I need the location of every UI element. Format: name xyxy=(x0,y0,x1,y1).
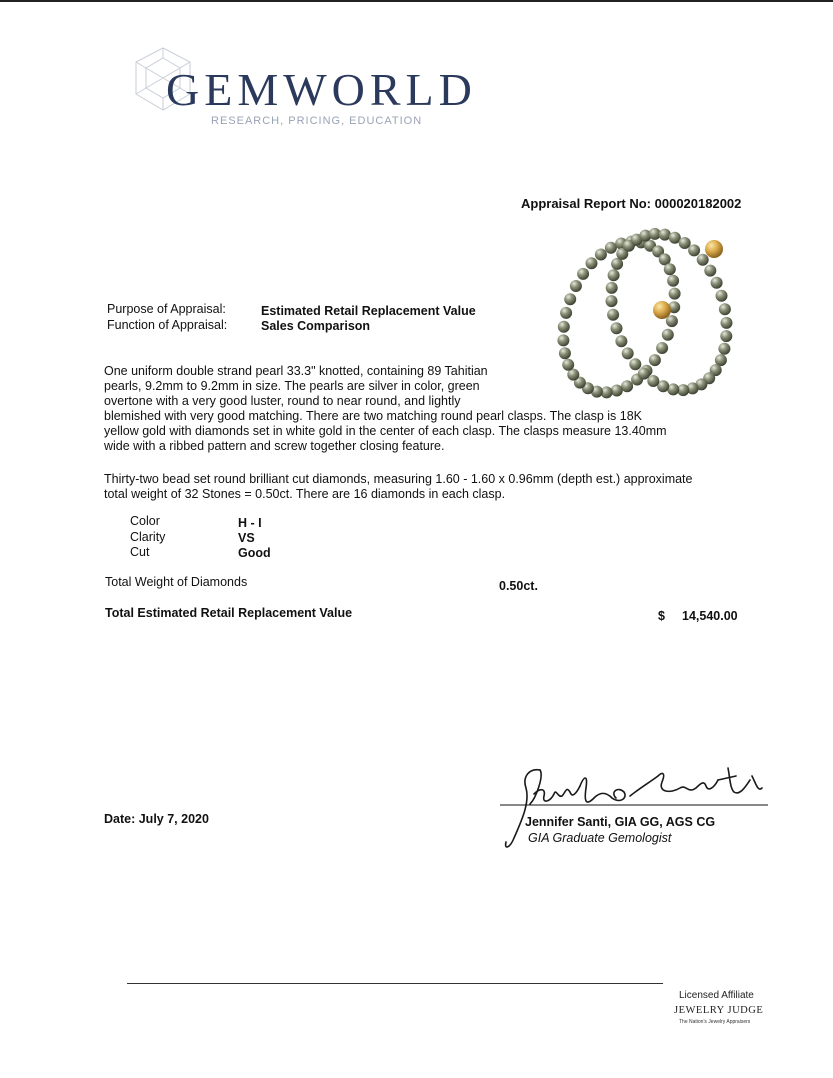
pearl-bead xyxy=(679,237,691,249)
brand-tagline: RESEARCH, PRICING, EDUCATION xyxy=(211,115,423,127)
pearl-bead xyxy=(564,293,576,305)
pearl-bead xyxy=(716,290,728,302)
clarity-label: Clarity xyxy=(130,530,166,544)
pearl-bead xyxy=(622,347,634,359)
pearl-bead xyxy=(720,330,732,342)
description-line: blemished with very good matching. There are two matching round pearl clasps. The clasp is 18K xyxy=(104,409,643,423)
pearl-bead xyxy=(664,263,676,275)
pearl-bead xyxy=(608,269,620,281)
description-line: pearls, 9.2mm to 9.2mm in size. The pearls are silver in color, green xyxy=(104,379,480,393)
pearl-bead xyxy=(721,317,733,329)
description-line: One uniform double strand pearl 33.3" knotted, containing 89 Tahitian xyxy=(104,364,488,378)
total-weight-label: Total Weight of Diamonds xyxy=(105,575,248,589)
pearl-bead xyxy=(586,257,598,269)
pearl-bead xyxy=(558,321,570,333)
pearl-bead xyxy=(718,343,730,355)
footer-rule xyxy=(127,983,663,984)
signer-name: Jennifer Santi, GIA GG, AGS CG xyxy=(525,815,716,829)
signer-title: GIA Graduate Gemologist xyxy=(528,831,672,845)
pearl-bead xyxy=(705,240,723,258)
total-value-amount: 14,540.00 xyxy=(682,609,738,623)
description-line: yellow gold with diamonds set in white gold in the center of each clasp. The clasps measure 13.40mm xyxy=(104,424,667,438)
pearl-bead xyxy=(688,244,700,256)
top-border xyxy=(0,0,833,2)
diamond-description xyxy=(104,472,744,502)
pearl-bead xyxy=(653,301,671,319)
pearl-bead xyxy=(570,280,582,292)
function-label: Function of Appraisal: xyxy=(107,318,228,332)
affiliate-label: Licensed Affiliate xyxy=(679,990,754,1001)
total-value-label: Total Estimated Retail Replacement Value xyxy=(105,606,353,620)
pearl-bead xyxy=(560,307,572,319)
color-label: Color xyxy=(130,514,160,528)
color-value: H - I xyxy=(238,516,262,530)
pearl-bead xyxy=(559,347,571,359)
pearl-bead xyxy=(607,309,619,321)
clarity-value: VS xyxy=(238,531,255,545)
purpose-label: Purpose of Appraisal: xyxy=(107,302,226,316)
currency-symbol: $ xyxy=(658,609,665,623)
pearl-bead xyxy=(577,268,589,280)
pearl-bead xyxy=(656,342,668,354)
affiliate-brand: JEWELRY JUDGE xyxy=(674,1005,764,1016)
pearl-bead xyxy=(697,254,709,266)
pearl-bead xyxy=(711,277,723,289)
diamond-line: total weight of 32 Stones = 0.50ct. There are 16 diamonds in each clasp. xyxy=(104,487,506,501)
pearl-bead xyxy=(615,335,627,347)
diamond-line: Thirty-two bead set round brilliant cut diamonds, measuring 1.60 - 1.60 x 0.96mm (depth est.) approximate xyxy=(104,472,693,486)
pearl-description xyxy=(104,364,744,454)
brand-logo-text: GEMWORLD xyxy=(166,64,477,115)
description-line: wide with a ribbed pattern and screw together closing feature. xyxy=(104,439,445,453)
affiliate-tagline: The Nation's Jewelry Appraisers xyxy=(679,1019,751,1025)
purpose-value: Estimated Retail Replacement Value xyxy=(261,304,476,318)
report-number: Appraisal Report No: 000020182002 xyxy=(521,196,742,211)
pearl-bead xyxy=(595,249,607,261)
pearl-bead xyxy=(662,329,674,341)
pearl-bead xyxy=(611,322,623,334)
pearl-bead xyxy=(606,282,618,294)
pearl-bead xyxy=(605,242,617,254)
pearl-bead xyxy=(669,288,681,300)
pearl-bead xyxy=(719,303,731,315)
pearl-bead xyxy=(667,275,679,287)
pearl-bead xyxy=(557,334,569,346)
appraisal-date: Date: July 7, 2020 xyxy=(104,812,209,826)
pearl-bead xyxy=(704,265,716,277)
pearl-bead xyxy=(606,295,618,307)
description-line: overtone with a very good luster, round to near round, and lightly xyxy=(104,394,461,408)
cut-label: Cut xyxy=(130,545,150,559)
cut-value: Good xyxy=(238,546,271,560)
function-value: Sales Comparison xyxy=(261,319,371,333)
total-weight-value: 0.50ct. xyxy=(499,579,538,593)
